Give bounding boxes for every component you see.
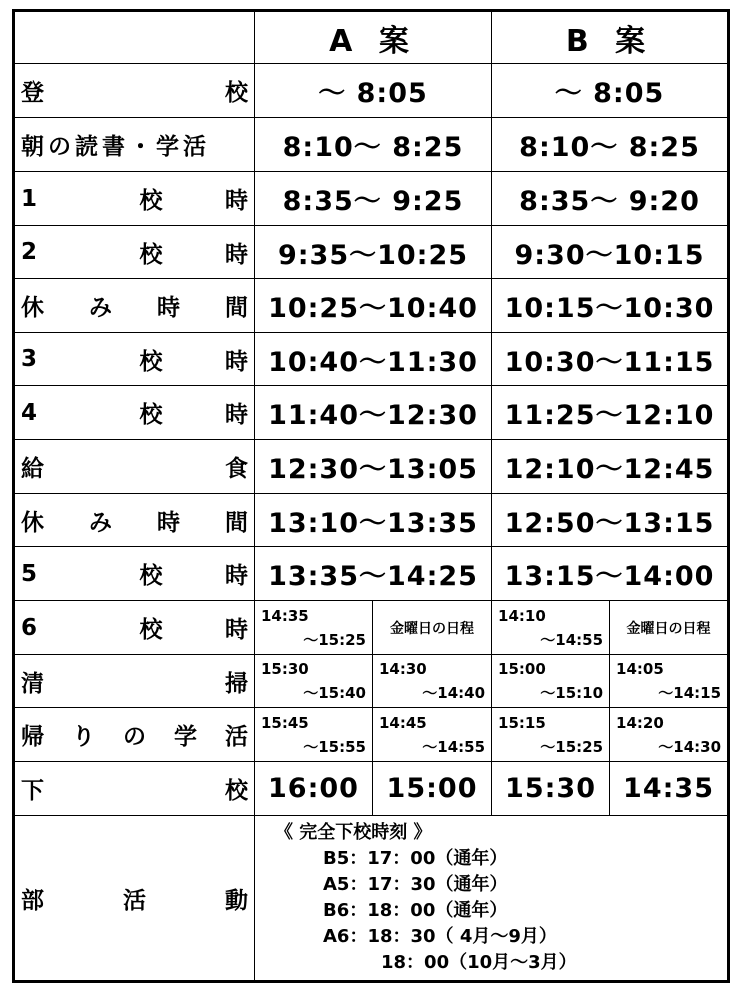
row-label <box>14 279 255 333</box>
time-a: 13:35～14:25 <box>255 547 492 601</box>
label-char: 1 <box>21 185 38 212</box>
label-char: 時 <box>224 617 248 643</box>
table-row <box>14 708 729 762</box>
label-char: 校 <box>139 348 163 375</box>
club-line: B6：18：00（通年） <box>323 900 508 921</box>
time-b1-cell <box>492 708 610 762</box>
club-line: B5：17：00（通年） <box>323 848 508 869</box>
time-a2-cell <box>373 655 492 708</box>
label-char: 校 <box>225 778 248 804</box>
label-char: 清 <box>21 670 44 697</box>
club-line: A6：18：30（ 4月～9月） <box>323 926 557 947</box>
time-end: ～15:25 <box>540 737 604 756</box>
time-b: 8:10～ 8:25 <box>492 118 729 172</box>
label-char: み <box>89 295 112 321</box>
time-end: ～14:30 <box>658 737 722 756</box>
label-char: 給 <box>21 456 44 482</box>
label-char: の <box>123 724 146 750</box>
label-char: 校 <box>139 617 163 643</box>
time-end: ～15:55 <box>303 737 366 756</box>
row-label <box>14 547 255 601</box>
time-b2-cell <box>610 655 729 708</box>
row-label <box>14 64 255 118</box>
table-row <box>14 172 729 226</box>
header-plan-a: A 案 <box>255 11 492 64</box>
label-char: 校 <box>139 402 163 428</box>
time-b: 12:10～12:45 <box>492 440 729 494</box>
friday-note-b: 金曜日の日程 <box>610 601 729 655</box>
time-end: ～15:10 <box>540 684 604 702</box>
label-char: 登 <box>21 80 44 106</box>
time-start: 15:00 <box>498 660 546 678</box>
row-label <box>14 762 255 816</box>
table-row <box>14 118 729 172</box>
label-char: り <box>72 724 95 750</box>
time-a2-cell <box>373 708 492 762</box>
time-b1-cell <box>492 655 610 708</box>
time-start: 15:15 <box>498 713 546 732</box>
row-label <box>14 816 255 982</box>
table-row <box>14 333 729 386</box>
row-label <box>14 708 255 762</box>
label-char: 時 <box>224 348 248 375</box>
time-start: 14:45 <box>379 713 427 732</box>
time-start: 15:30 <box>261 660 309 678</box>
time-end: ～14:55 <box>422 737 486 756</box>
table-row <box>14 601 729 655</box>
time-a: 12:30～13:05 <box>255 440 492 494</box>
row-label <box>14 494 255 547</box>
label-char: 校 <box>139 563 163 589</box>
header-plan-b: B 案 <box>492 11 729 64</box>
time-b: 9:30～10:15 <box>492 226 729 279</box>
label-char: 時 <box>157 509 180 536</box>
label-char: 5 <box>21 560 38 587</box>
time-end: ～14:40 <box>422 684 486 702</box>
label-char: 校 <box>225 80 248 106</box>
time-a: ～ 8:05 <box>255 64 492 118</box>
time-start: 14:35 <box>261 606 309 625</box>
time-b: 13:15～14:00 <box>492 547 729 601</box>
schedule-table <box>12 9 730 983</box>
label-char: 帰 <box>21 724 44 750</box>
time-a-cell <box>255 601 373 655</box>
row-label <box>14 333 255 386</box>
table-row <box>14 64 729 118</box>
time-b: 10:30～11:15 <box>492 333 729 386</box>
time-a: 10:40～11:30 <box>255 333 492 386</box>
label-char: 2 <box>21 239 38 265</box>
label-char: 6 <box>21 614 38 641</box>
label-char: 時 <box>224 563 248 589</box>
row-label <box>14 440 255 494</box>
time-start: 14:10 <box>498 606 546 625</box>
row-label <box>14 118 255 172</box>
label-char: 休 <box>21 295 44 321</box>
label-char: 部 <box>21 887 44 914</box>
label-char: 食 <box>225 456 248 482</box>
table-row <box>14 547 729 601</box>
row-label <box>14 172 255 226</box>
time-a: 8:35～ 9:25 <box>255 172 492 226</box>
row-label <box>14 226 255 279</box>
dismissal-b1: 15:30 <box>492 762 610 816</box>
row-label <box>14 386 255 440</box>
time-end: ～15:25 <box>303 630 366 649</box>
header-row <box>14 11 729 64</box>
dismissal-b2: 14:35 <box>610 762 729 816</box>
club-line: A5：17：30（通年） <box>323 874 508 895</box>
time-a1-cell <box>255 708 373 762</box>
row-label <box>14 655 255 708</box>
time-start: 14:30 <box>379 660 427 678</box>
table-row <box>14 440 729 494</box>
label-char: 4 <box>21 399 38 426</box>
table-row <box>14 386 729 440</box>
label-char: 学 <box>174 724 197 750</box>
table-row <box>14 226 729 279</box>
table-row <box>14 655 729 708</box>
time-b: 11:25～12:10 <box>492 386 729 440</box>
label-char: 時 <box>224 402 248 428</box>
time-b2-cell <box>610 708 729 762</box>
label-char: 活 <box>123 887 146 914</box>
header-empty-cell <box>14 11 255 64</box>
time-a1-cell <box>255 655 373 708</box>
label-char: 活 <box>225 724 248 750</box>
time-start: 14:05 <box>616 660 664 678</box>
time-a: 11:40～12:30 <box>255 386 492 440</box>
table-row <box>14 494 729 547</box>
table-row <box>14 762 729 816</box>
time-a: 13:10～13:35 <box>255 494 492 547</box>
label-char: 時 <box>157 295 180 321</box>
label-char: 動 <box>225 887 248 914</box>
label-char: 時 <box>224 241 248 268</box>
table-row <box>14 279 729 333</box>
club-times <box>255 816 729 982</box>
time-start: 14:20 <box>616 713 664 732</box>
time-b: 12:50～13:15 <box>492 494 729 547</box>
label-char: 3 <box>21 346 38 372</box>
label-char: み <box>89 509 112 536</box>
table-row <box>14 816 729 982</box>
label-char: 下 <box>21 778 44 804</box>
label-char: 間 <box>225 295 248 321</box>
time-end: ～15:40 <box>303 684 366 702</box>
time-end: ～14:15 <box>658 684 722 702</box>
time-b: 8:35～ 9:20 <box>492 172 729 226</box>
label-text: 朝の読書・学活 <box>21 134 210 160</box>
dismissal-a2: 15:00 <box>373 762 492 816</box>
time-a: 9:35～10:25 <box>255 226 492 279</box>
friday-note-a: 金曜日の日程 <box>373 601 492 655</box>
label-char: 校 <box>139 188 163 214</box>
club-line: 18：00（10月～3月） <box>381 952 577 973</box>
time-end: ～14:55 <box>540 630 604 649</box>
label-char: 休 <box>21 509 44 536</box>
time-b: 10:15～10:30 <box>492 279 729 333</box>
club-heading: 《 完全下校時刻 》 <box>275 822 432 843</box>
time-a: 10:25～10:40 <box>255 279 492 333</box>
time-b-cell <box>492 601 610 655</box>
label-char: 校 <box>139 241 163 268</box>
time-b: ～ 8:05 <box>492 64 729 118</box>
dismissal-a1: 16:00 <box>255 762 373 816</box>
time-start: 15:45 <box>261 713 309 732</box>
label-char: 間 <box>225 509 248 536</box>
time-a: 8:10～ 8:25 <box>255 118 492 172</box>
row-label <box>14 601 255 655</box>
label-char: 掃 <box>225 670 248 697</box>
label-char: 時 <box>224 188 248 214</box>
